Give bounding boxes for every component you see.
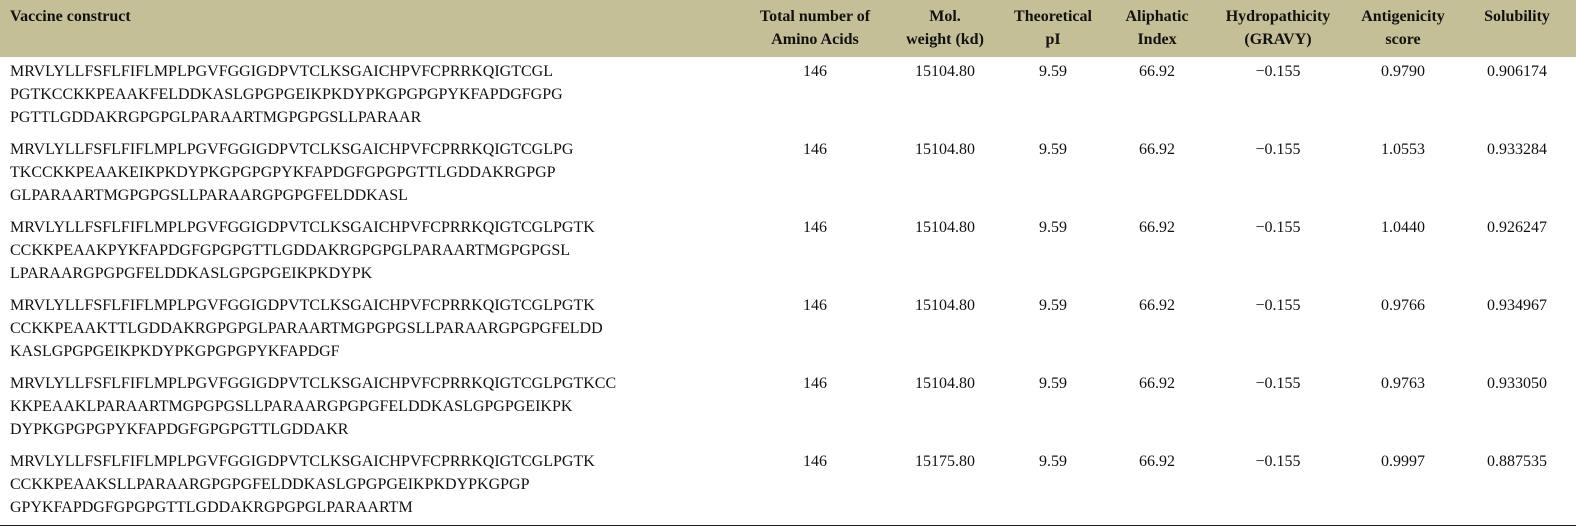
aliphatic-value: 66.92: [1139, 297, 1175, 314]
sequence-line: GLPARAARTMGPGPGSLLPARAARGPGPGFELDDKASL: [10, 187, 408, 204]
aliphatic-value: 66.92: [1106, 447, 1208, 526]
gravy-value: −0.155: [1208, 447, 1348, 526]
sequence-line: MRVLYLLFSFLFIFLMPLPGVFGGIGDPVTCLKSGAICHPVFCPRRKQIGTCGLPGTK: [10, 219, 595, 236]
solubility-value: 0.926247: [1487, 219, 1547, 236]
sequence-line: MRVLYLLFSFLFIFLMPLPGVFGGIGDPVTCLKSGAICHPVFCPRRKQIGTCGLPGTK: [10, 297, 595, 314]
pi-value: 9.59: [1039, 219, 1067, 236]
antigenicity-value: 0.9997: [1348, 447, 1458, 526]
amino-acid-count: 146: [803, 63, 827, 80]
header-theoretical-pi: Theoretical pI: [1014, 8, 1092, 48]
gravy-value: −0.155: [1255, 219, 1301, 236]
table-row: [0, 213, 1576, 291]
solubility-value: 0.933284: [1487, 141, 1547, 158]
amino-acid-count: 146: [803, 297, 827, 314]
mol-weight-value: 15104.80: [915, 141, 975, 158]
sequence-line: GPYKFAPDGFGPGPGTTLGDDAKRGPGPGLPARAARTM: [10, 499, 413, 516]
sequence-line: MRVLYLLFSFLFIFLMPLPGVFGGIGDPVTCLKSGAICHPVFCPRRKQIGTCGLPGTKCC: [10, 375, 617, 392]
table-row: [0, 291, 1576, 369]
header-solubility: Solubility: [1484, 8, 1550, 25]
amino-acid-count: 146: [803, 141, 827, 158]
aliphatic-value: 66.92: [1139, 141, 1175, 158]
gravy-value: −0.155: [1255, 63, 1301, 80]
solubility-value: 0.906174: [1487, 63, 1547, 80]
header-aliphatic-index: Aliphatic Index: [1125, 8, 1189, 48]
antigenicity-value: 0.9763: [1381, 375, 1425, 392]
antigenicity-value: 1.0440: [1381, 219, 1425, 236]
amino-acid-count: 146: [803, 375, 827, 392]
header-row: [0, 0, 1576, 57]
table-header: [0, 0, 1576, 57]
sequence-line: CCKKPEAAKPYKFAPDGFGPGPGTTLGDDAKRGPGPGLPARAARTMGPGPGSL: [10, 242, 571, 259]
sequence-cell: [0, 135, 740, 213]
mol-weight-value: 15104.80: [915, 375, 975, 392]
mol-weight-value: 15104.80: [915, 297, 975, 314]
table-row: [0, 135, 1576, 213]
table-row: [0, 369, 1576, 447]
sequence-line: LPARAARGPGPGFELDDKASLGPGPGEIKPKDYPK: [10, 265, 373, 282]
sequence-line: DYPKGPGPGPYKFAPDGFGPGPGTTLGDDAKR: [10, 421, 349, 438]
gravy-value: −0.155: [1255, 141, 1301, 158]
sequence-line: PGTKCCKKPEAAKFELDDKASLGPGPGEIKPKDYPKGPGPGPYKFAPDGFGPG: [10, 86, 563, 103]
gravy-value: −0.155: [1255, 297, 1301, 314]
solubility-value: 0.887535: [1458, 447, 1576, 526]
pi-value: 9.59: [1039, 141, 1067, 158]
sequence-cell: [0, 213, 740, 291]
table-row: [0, 57, 1576, 135]
solubility-value: 0.934967: [1487, 297, 1547, 314]
header-vaccine-construct: Vaccine construct: [10, 8, 131, 25]
aliphatic-value: 66.92: [1139, 375, 1175, 392]
sequence-line: CCKKPEAAKSLLPARAARGPGPGFELDDKASLGPGPGEIKPKDYPKGPGP: [10, 476, 530, 493]
sequence-line: MRVLYLLFSFLFIFLMPLPGVFGGIGDPVTCLKSGAICHPVFCPRRKQIGTCGLPGTK: [10, 453, 595, 470]
mol-weight-value: 15104.80: [915, 219, 975, 236]
sequence-cell: [0, 291, 740, 369]
header-mol-weight: Mol. weight (kd): [906, 8, 984, 48]
aliphatic-value: 66.92: [1139, 63, 1175, 80]
sequence-line: MRVLYLLFSFLFIFLMPLPGVFGGIGDPVTCLKSGAICHPVFCPRRKQIGTCGL: [10, 63, 553, 80]
pi-value: 9.59: [1039, 297, 1067, 314]
pi-value: 9.59: [1039, 375, 1067, 392]
aliphatic-value: 66.92: [1139, 219, 1175, 236]
mol-weight-value: 15175.80: [890, 447, 1000, 526]
header-total-amino-acids: Total number of Amino Acids: [759, 8, 871, 48]
gravy-value: −0.155: [1255, 375, 1301, 392]
sequence-cell: [0, 369, 740, 447]
mol-weight-value: 15104.80: [915, 63, 975, 80]
sequence-line: TKCCKKPEAAKEIKPKDYPKGPGPGPYKFAPDGFGPGPGTTLGDDAKRGPGP: [10, 164, 556, 181]
pi-value: 9.59: [1039, 63, 1067, 80]
sequence-line: MRVLYLLFSFLFIFLMPLPGVFGGIGDPVTCLKSGAICHPVFCPRRKQIGTCGLPG: [10, 141, 574, 158]
sequence-cell: [0, 57, 740, 135]
sequence-line: KKPEAAKLPARAARTMGPGPGSLLPARAARGPGPGFELDDKASLGPGPGEIKPK: [10, 398, 573, 415]
amino-acid-count: 146: [803, 219, 827, 236]
sequence-line: CCKKPEAAKTTLGDDAKRGPGPGLPARAARTMGPGPGSLLPARAARGPGPGFELDD: [10, 320, 603, 337]
antigenicity-value: 1.0553: [1381, 141, 1425, 158]
antigenicity-value: 0.9790: [1381, 63, 1425, 80]
sequence-line: PGTTLGDDAKRGPGPGLPARAARTMGPGPGSLLPARAAR: [10, 109, 422, 126]
sequence-cell: [0, 447, 740, 526]
amino-acid-count: 146: [740, 447, 890, 526]
header-hydropathicity: Hydropathicity (GRAVY): [1225, 8, 1331, 48]
pi-value: 9.59: [1000, 447, 1106, 526]
antigenicity-value: 0.9766: [1381, 297, 1425, 314]
header-antigenicity: Antigenicity score: [1361, 8, 1445, 48]
solubility-value: 0.933050: [1487, 375, 1547, 392]
table-row: [0, 447, 1576, 526]
sequence-line: KASLGPGPGEIKPKDYPKGPGPGPYKFAPDGF: [10, 343, 340, 360]
table-body: [0, 57, 1576, 526]
